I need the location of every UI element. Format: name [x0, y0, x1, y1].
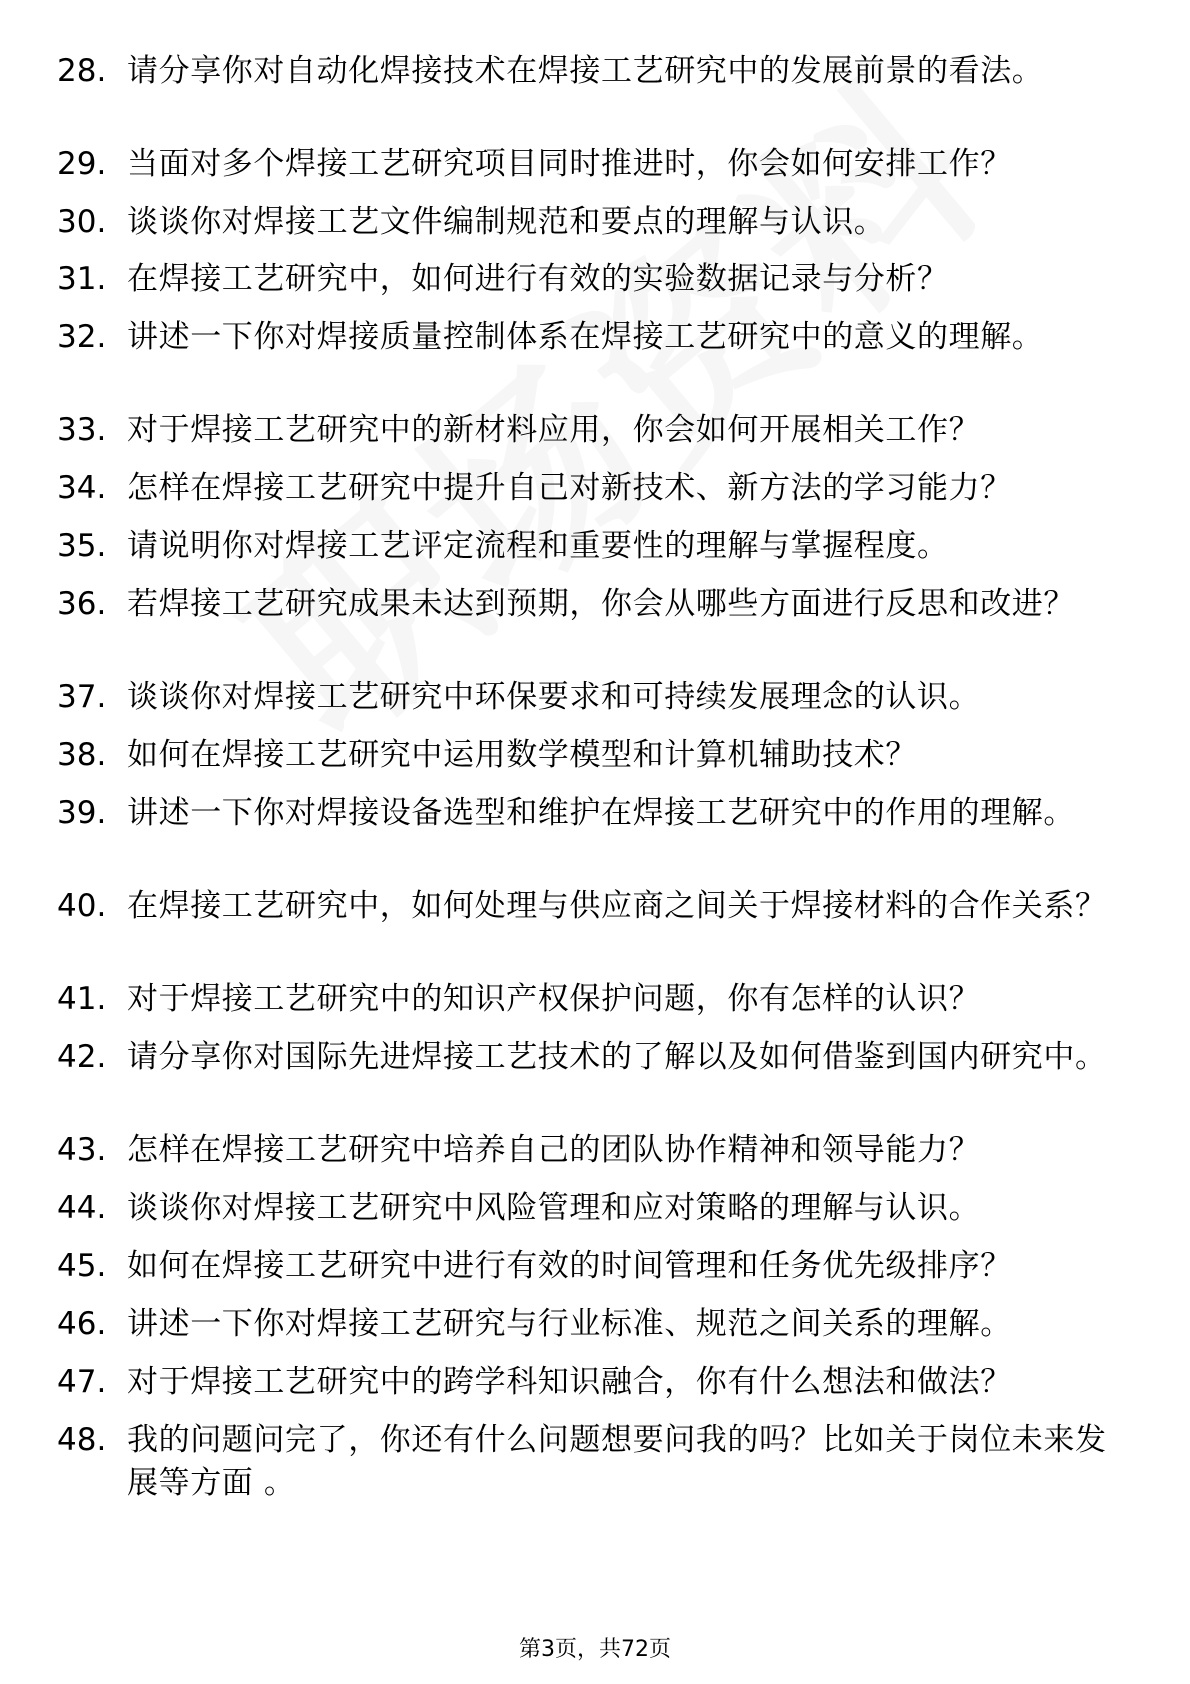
question-number: 32. [57, 319, 107, 355]
question-number: 31. [57, 261, 107, 297]
question-number: 29. [57, 146, 107, 182]
question-number: 37. [57, 679, 107, 715]
question-number: 48. [57, 1422, 107, 1458]
question-text: 谈谈你对焊接工艺研究中环保要求和可持续发展理念的认识。 [127, 679, 981, 715]
question-text: 请分享你对国际先进焊接工艺技术的了解以及如何借鉴到国内研究中。 [127, 1039, 1107, 1075]
page-number: 第3页，共72页 [519, 1637, 671, 1662]
question-number: 43. [57, 1132, 107, 1168]
question-text: 怎样在焊接工艺研究中培养自己的团队协作精神和领导能力？ [127, 1132, 981, 1168]
watermark [180, 5, 1036, 792]
question-text: 谈谈你对焊接工艺研究中风险管理和应对策略的理解与认识。 [127, 1190, 981, 1226]
question-text: 讲述一下你对焊接设备选型和维护在焊接工艺研究中的作用的理解。 [127, 795, 1075, 831]
question-text: 在焊接工艺研究中，如何进行有效的实验数据记录与分析？ [127, 261, 949, 297]
question-text: 如何在焊接工艺研究中进行有效的时间管理和任务优先级排序？ [127, 1248, 1012, 1284]
question-text: 对于焊接工艺研究中的新材料应用，你会如何开展相关工作？ [127, 412, 981, 448]
question-text: 讲述一下你对焊接质量控制体系在焊接工艺研究中的意义的理解。 [127, 319, 1044, 355]
question-number: 40. [57, 888, 107, 924]
question-number: 34. [57, 470, 107, 506]
question-text: 如何在焊接工艺研究中运用数学模型和计算机辅助技术？ [127, 737, 917, 773]
question-number: 33. [57, 412, 107, 448]
question-number: 28. [57, 53, 107, 89]
question-text: 请分享你对自动化焊接技术在焊接工艺研究中的发展前景的看法。 [127, 53, 1044, 89]
question-text: 在焊接工艺研究中，如何处理与供应商之间关于焊接材料的合作关系？ [127, 888, 1107, 924]
question-text: 对于焊接工艺研究中的跨学科知识融合，你有什么想法和做法？ [127, 1364, 1012, 1400]
question-number: 38. [57, 737, 107, 773]
question-text: 怎样在焊接工艺研究中提升自己对新技术、新方法的学习能力？ [127, 470, 1012, 506]
question-text: 若焊接工艺研究成果未达到预期，你会从哪些方面进行反思和改进？ [127, 586, 1075, 622]
question-number: 41. [57, 981, 107, 1017]
question-number: 45. [57, 1248, 107, 1284]
question-number: 39. [57, 795, 107, 831]
question-number: 47. [57, 1364, 107, 1400]
question-text: 请说明你对焊接工艺评定流程和重要性的理解与掌握程度。 [127, 528, 949, 564]
question-number: 44. [57, 1190, 107, 1226]
question-text: 我的问题问完了，你还有什么问题想要问我的吗？比如关于岗位未来发展等方面 。 [127, 1422, 1107, 1501]
question-number: 35. [57, 528, 107, 564]
question-number: 42. [57, 1039, 107, 1075]
question-number: 46. [57, 1306, 107, 1342]
question-text: 谈谈你对焊接工艺文件编制规范和要点的理解与认识。 [127, 204, 886, 240]
question-text: 讲述一下你对焊接工艺研究与行业标准、规范之间关系的理解。 [127, 1306, 1012, 1342]
question-number: 30. [57, 204, 107, 240]
question-number: 36. [57, 586, 107, 622]
question-text: 对于焊接工艺研究中的知识产权保护问题，你有怎样的认识？ [127, 981, 981, 1017]
question-text: 当面对多个焊接工艺研究项目同时推进时，你会如何安排工作？ [127, 146, 1012, 182]
